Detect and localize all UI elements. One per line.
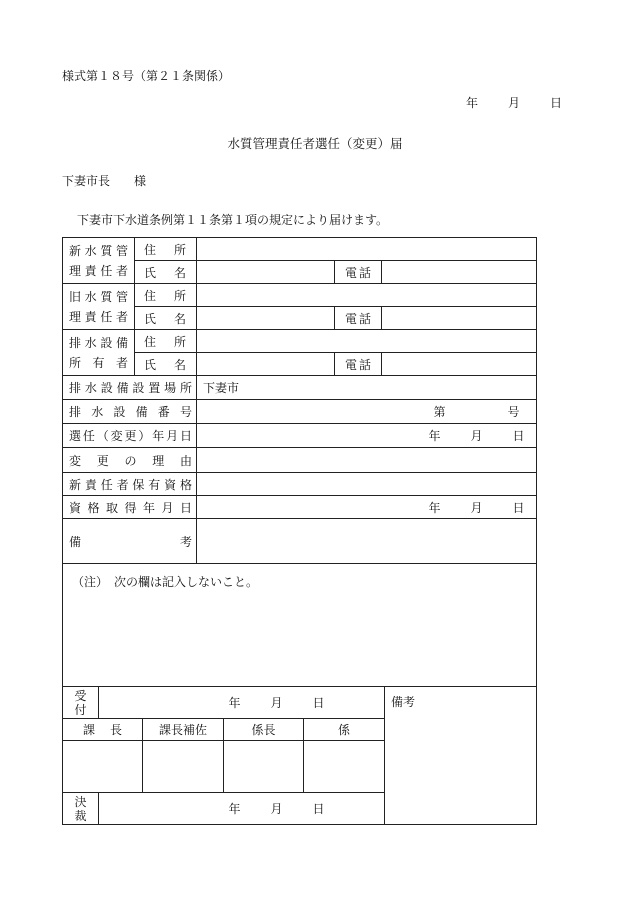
reason-label: 変更の理由 xyxy=(63,448,197,473)
location-row xyxy=(63,376,537,400)
qualification-date-field[interactable]: 年 月 日 xyxy=(197,496,537,519)
name-label: 氏名 xyxy=(135,261,197,284)
old-manager-name-row xyxy=(63,307,537,330)
owner-address-field[interactable] xyxy=(197,330,537,353)
form-number: 様式第１８号（第２１条関係） xyxy=(62,69,231,83)
phone-label: 電話 xyxy=(335,307,382,330)
address-label: 住所 xyxy=(135,284,197,307)
approval-table xyxy=(62,686,537,825)
old-manager-address-field[interactable] xyxy=(197,284,537,307)
phone-label: 電話 xyxy=(335,261,382,284)
new-manager-phone-field[interactable] xyxy=(382,261,537,284)
deputy-stamp[interactable] xyxy=(143,741,224,793)
remarks-row xyxy=(63,519,537,564)
name-label: 氏名 xyxy=(135,307,197,330)
number-suffix: 号 xyxy=(507,405,520,419)
note-row xyxy=(63,564,537,687)
qualification-field[interactable] xyxy=(197,473,537,496)
location-label: 排水設備設置場所 xyxy=(63,376,197,400)
appointment-date-label: 選任（変更）年月日 xyxy=(63,424,197,448)
qualification-date-label: 資格取得年月日 xyxy=(63,496,197,519)
owner-address-row xyxy=(63,330,537,353)
qualification-row xyxy=(63,473,537,496)
qualification-date-row xyxy=(63,496,537,519)
new-manager-name-field[interactable] xyxy=(197,261,335,284)
note-text: （注） 次の欄は記入しないこと。 xyxy=(63,564,537,687)
qualification-label: 新責任者保有資格 xyxy=(63,473,197,496)
received-label: 受 付 xyxy=(63,687,99,719)
chief-stamp[interactable] xyxy=(63,741,143,793)
old-manager-phone-field[interactable] xyxy=(382,307,537,330)
intro-text: 下妻市下水道条例第１１条第１項の規定により届けます。 xyxy=(77,213,389,227)
owner-name-row xyxy=(63,353,537,376)
old-manager-address-row xyxy=(63,284,537,307)
equipment-number-row xyxy=(63,400,537,424)
old-manager-name-field[interactable] xyxy=(197,307,335,330)
chief-label: 課長 xyxy=(63,719,143,741)
section-head-stamp[interactable] xyxy=(224,741,304,793)
appointment-date-row xyxy=(63,424,537,448)
old-manager-label: 旧水質管 理責任者 xyxy=(63,284,135,330)
date-month: 月 xyxy=(508,96,521,110)
document-title: 水質管理責任者選任（変更）届 xyxy=(227,136,403,151)
new-manager-address-field[interactable] xyxy=(197,238,537,261)
decided-date-field[interactable]: 年 月 日 xyxy=(99,793,385,825)
date-year: 年 xyxy=(466,96,479,110)
date-line xyxy=(466,97,562,109)
reason-field[interactable] xyxy=(197,448,537,473)
reason-row xyxy=(63,448,537,473)
remarks-label: 備考 xyxy=(63,519,197,564)
new-manager-name-row xyxy=(63,261,537,284)
staff-label: 係 xyxy=(304,719,385,741)
phone-label: 電話 xyxy=(335,353,382,376)
staff-stamp[interactable] xyxy=(304,741,385,793)
received-row xyxy=(63,687,537,719)
owner-label: 排水設備 所有者 xyxy=(63,330,135,376)
owner-name-field[interactable] xyxy=(197,353,335,376)
addressee-name: 下妻市長 xyxy=(62,174,111,188)
number-prefix: 第 xyxy=(433,405,446,419)
appointment-date-field[interactable]: 年 月 日 xyxy=(197,424,537,448)
address-label: 住所 xyxy=(135,330,197,353)
owner-phone-field[interactable] xyxy=(382,353,537,376)
received-date-field[interactable]: 年 月 日 xyxy=(99,687,385,719)
equipment-number-label: 排水設備番号 xyxy=(63,400,197,424)
equipment-number-field[interactable] xyxy=(197,400,537,424)
date-day: 日 xyxy=(550,96,563,110)
addressee xyxy=(62,175,146,187)
section-head-label: 係長 xyxy=(224,719,304,741)
decided-label: 決 裁 xyxy=(63,793,99,825)
address-label: 住所 xyxy=(135,238,197,261)
addressee-honorific: 様 xyxy=(134,174,147,188)
new-manager-address-row xyxy=(63,238,537,261)
approval-remarks: 備考 xyxy=(385,687,537,825)
remarks-field[interactable] xyxy=(197,519,537,564)
location-field[interactable]: 下妻市 xyxy=(197,376,537,400)
main-form-table xyxy=(62,237,537,687)
name-label: 氏名 xyxy=(135,353,197,376)
new-manager-label: 新水質管 理責任者 xyxy=(63,238,135,284)
deputy-label: 課長補佐 xyxy=(143,719,224,741)
